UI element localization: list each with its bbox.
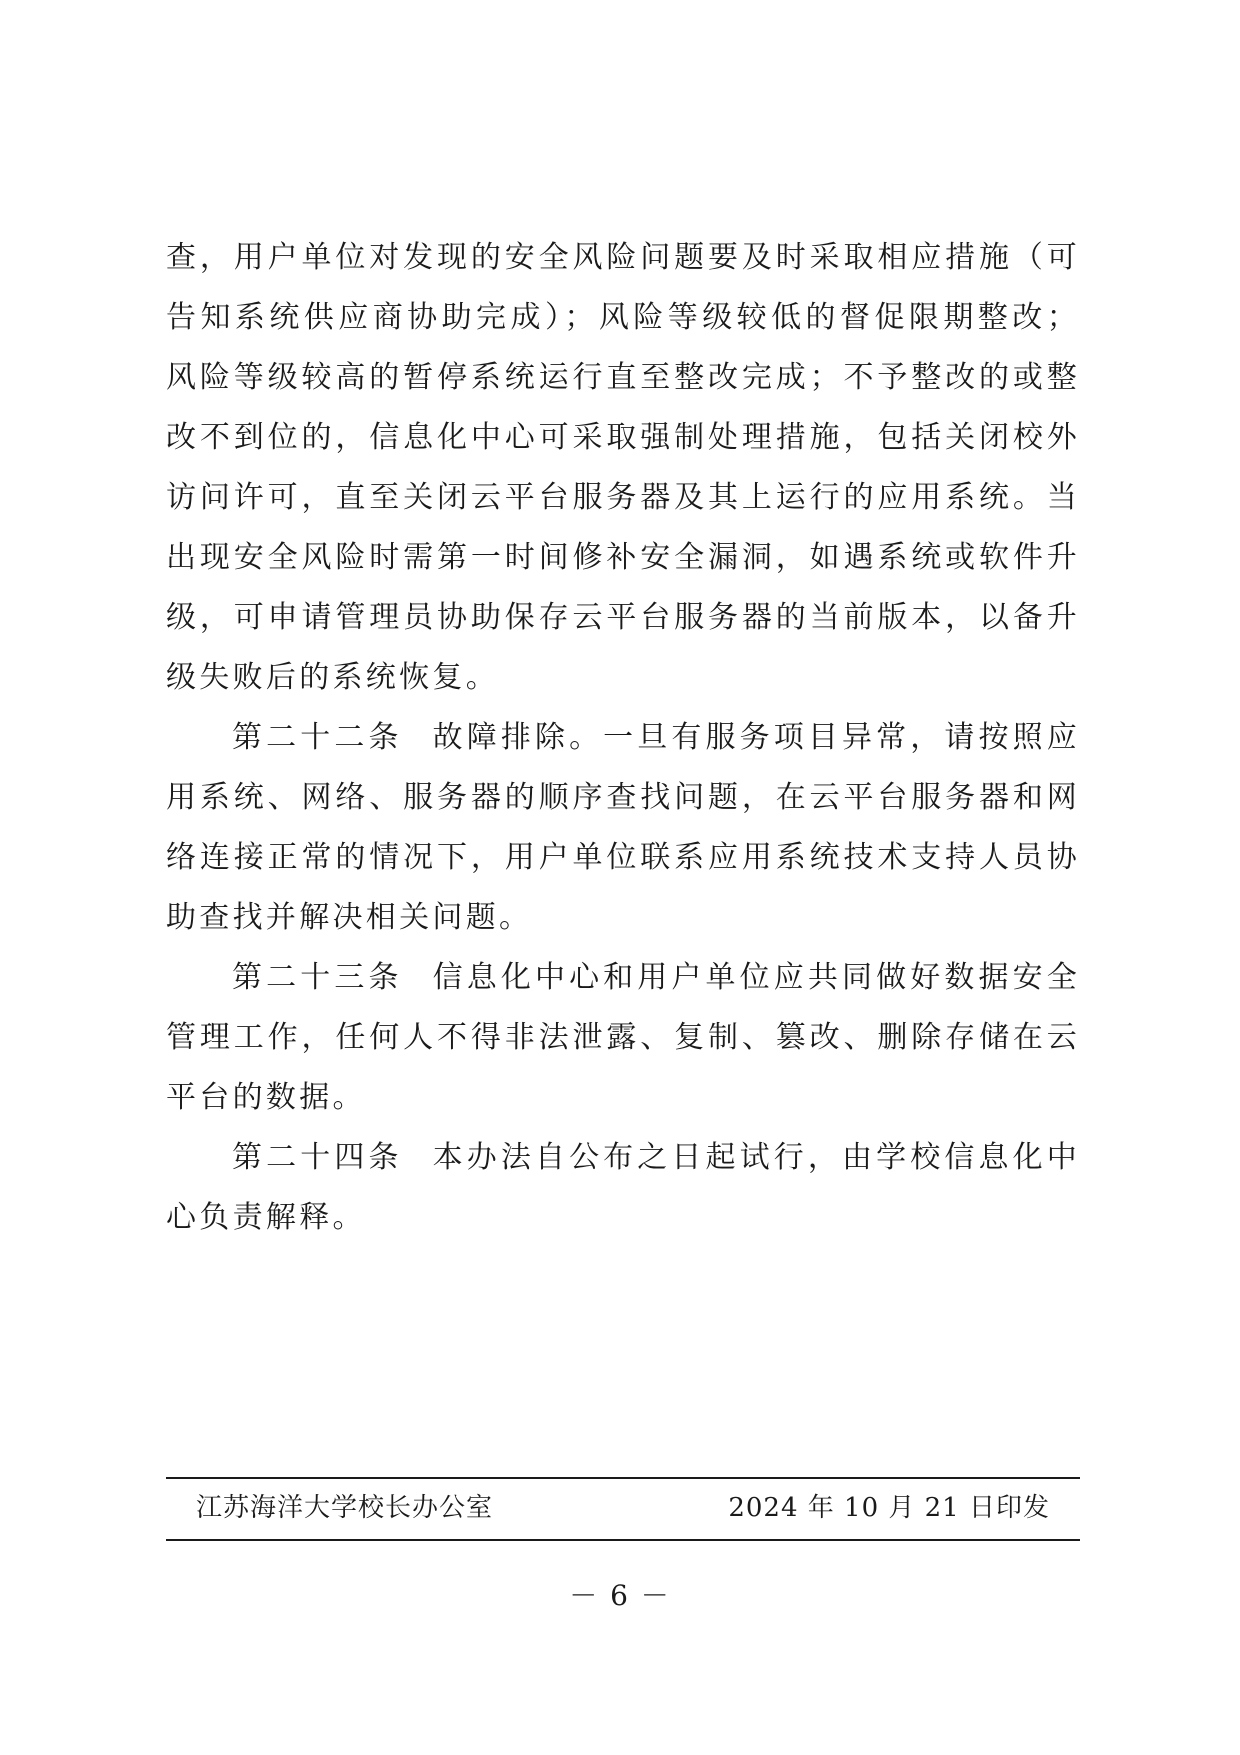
- paragraph-continuation: [166, 228, 1080, 708]
- article-number: 第二十三条: [232, 960, 403, 995]
- article-22: [166, 708, 1080, 948]
- paragraph-text: 查，用户单位对发现的安全风险问题要及时采取相应措施（可告知系统供应商协助完成）；风险等级较低的督促限期整改；风险等级较高的暂停系统运行直至整改完成；不予整改的或整改不到位的，信息化中心可采取强制处理措施，包括关闭校外访问许可，直至关闭云平台服务器及其上运行的应用系统。当出现安全风险时需第一时间修补安全漏洞，如遇系统或软件升级，可申请管理员协助保存云平台服务器的当前版本，以备升级失败后的系统恢复。: [166, 240, 1080, 695]
- article-number: 第二十二条: [232, 720, 403, 755]
- footer-issue-date: 2024 年 10 月 21 日印发: [728, 1493, 1050, 1523]
- article-24: [166, 1128, 1080, 1248]
- article-text: 本办法自公布之日起试行，由学校信息化中心负责解释。: [166, 1140, 1081, 1235]
- article-text: 信息化中心和用户单位应共同做好数据安全管理工作，任何人不得非法泄露、复制、篡改、删除存储在云平台的数据。: [166, 960, 1081, 1115]
- article-number: 第二十四条: [232, 1140, 403, 1175]
- article-text: 故障排除。一旦有服务项目异常，请按照应用系统、网络、服务器的顺序查找问题，在云平台服务器和网络连接正常的情况下，用户单位联系应用系统技术支持人员协助查找并解决相关问题。: [166, 720, 1081, 935]
- page-number: － 6 －: [569, 1579, 671, 1612]
- footer-bottom-rule: [166, 1539, 1080, 1541]
- article-23: [166, 948, 1080, 1128]
- document-body: [166, 228, 1080, 1248]
- footer-top-rule: [166, 1477, 1080, 1479]
- footer-issuer: 江苏海洋大学校长办公室: [196, 1493, 494, 1523]
